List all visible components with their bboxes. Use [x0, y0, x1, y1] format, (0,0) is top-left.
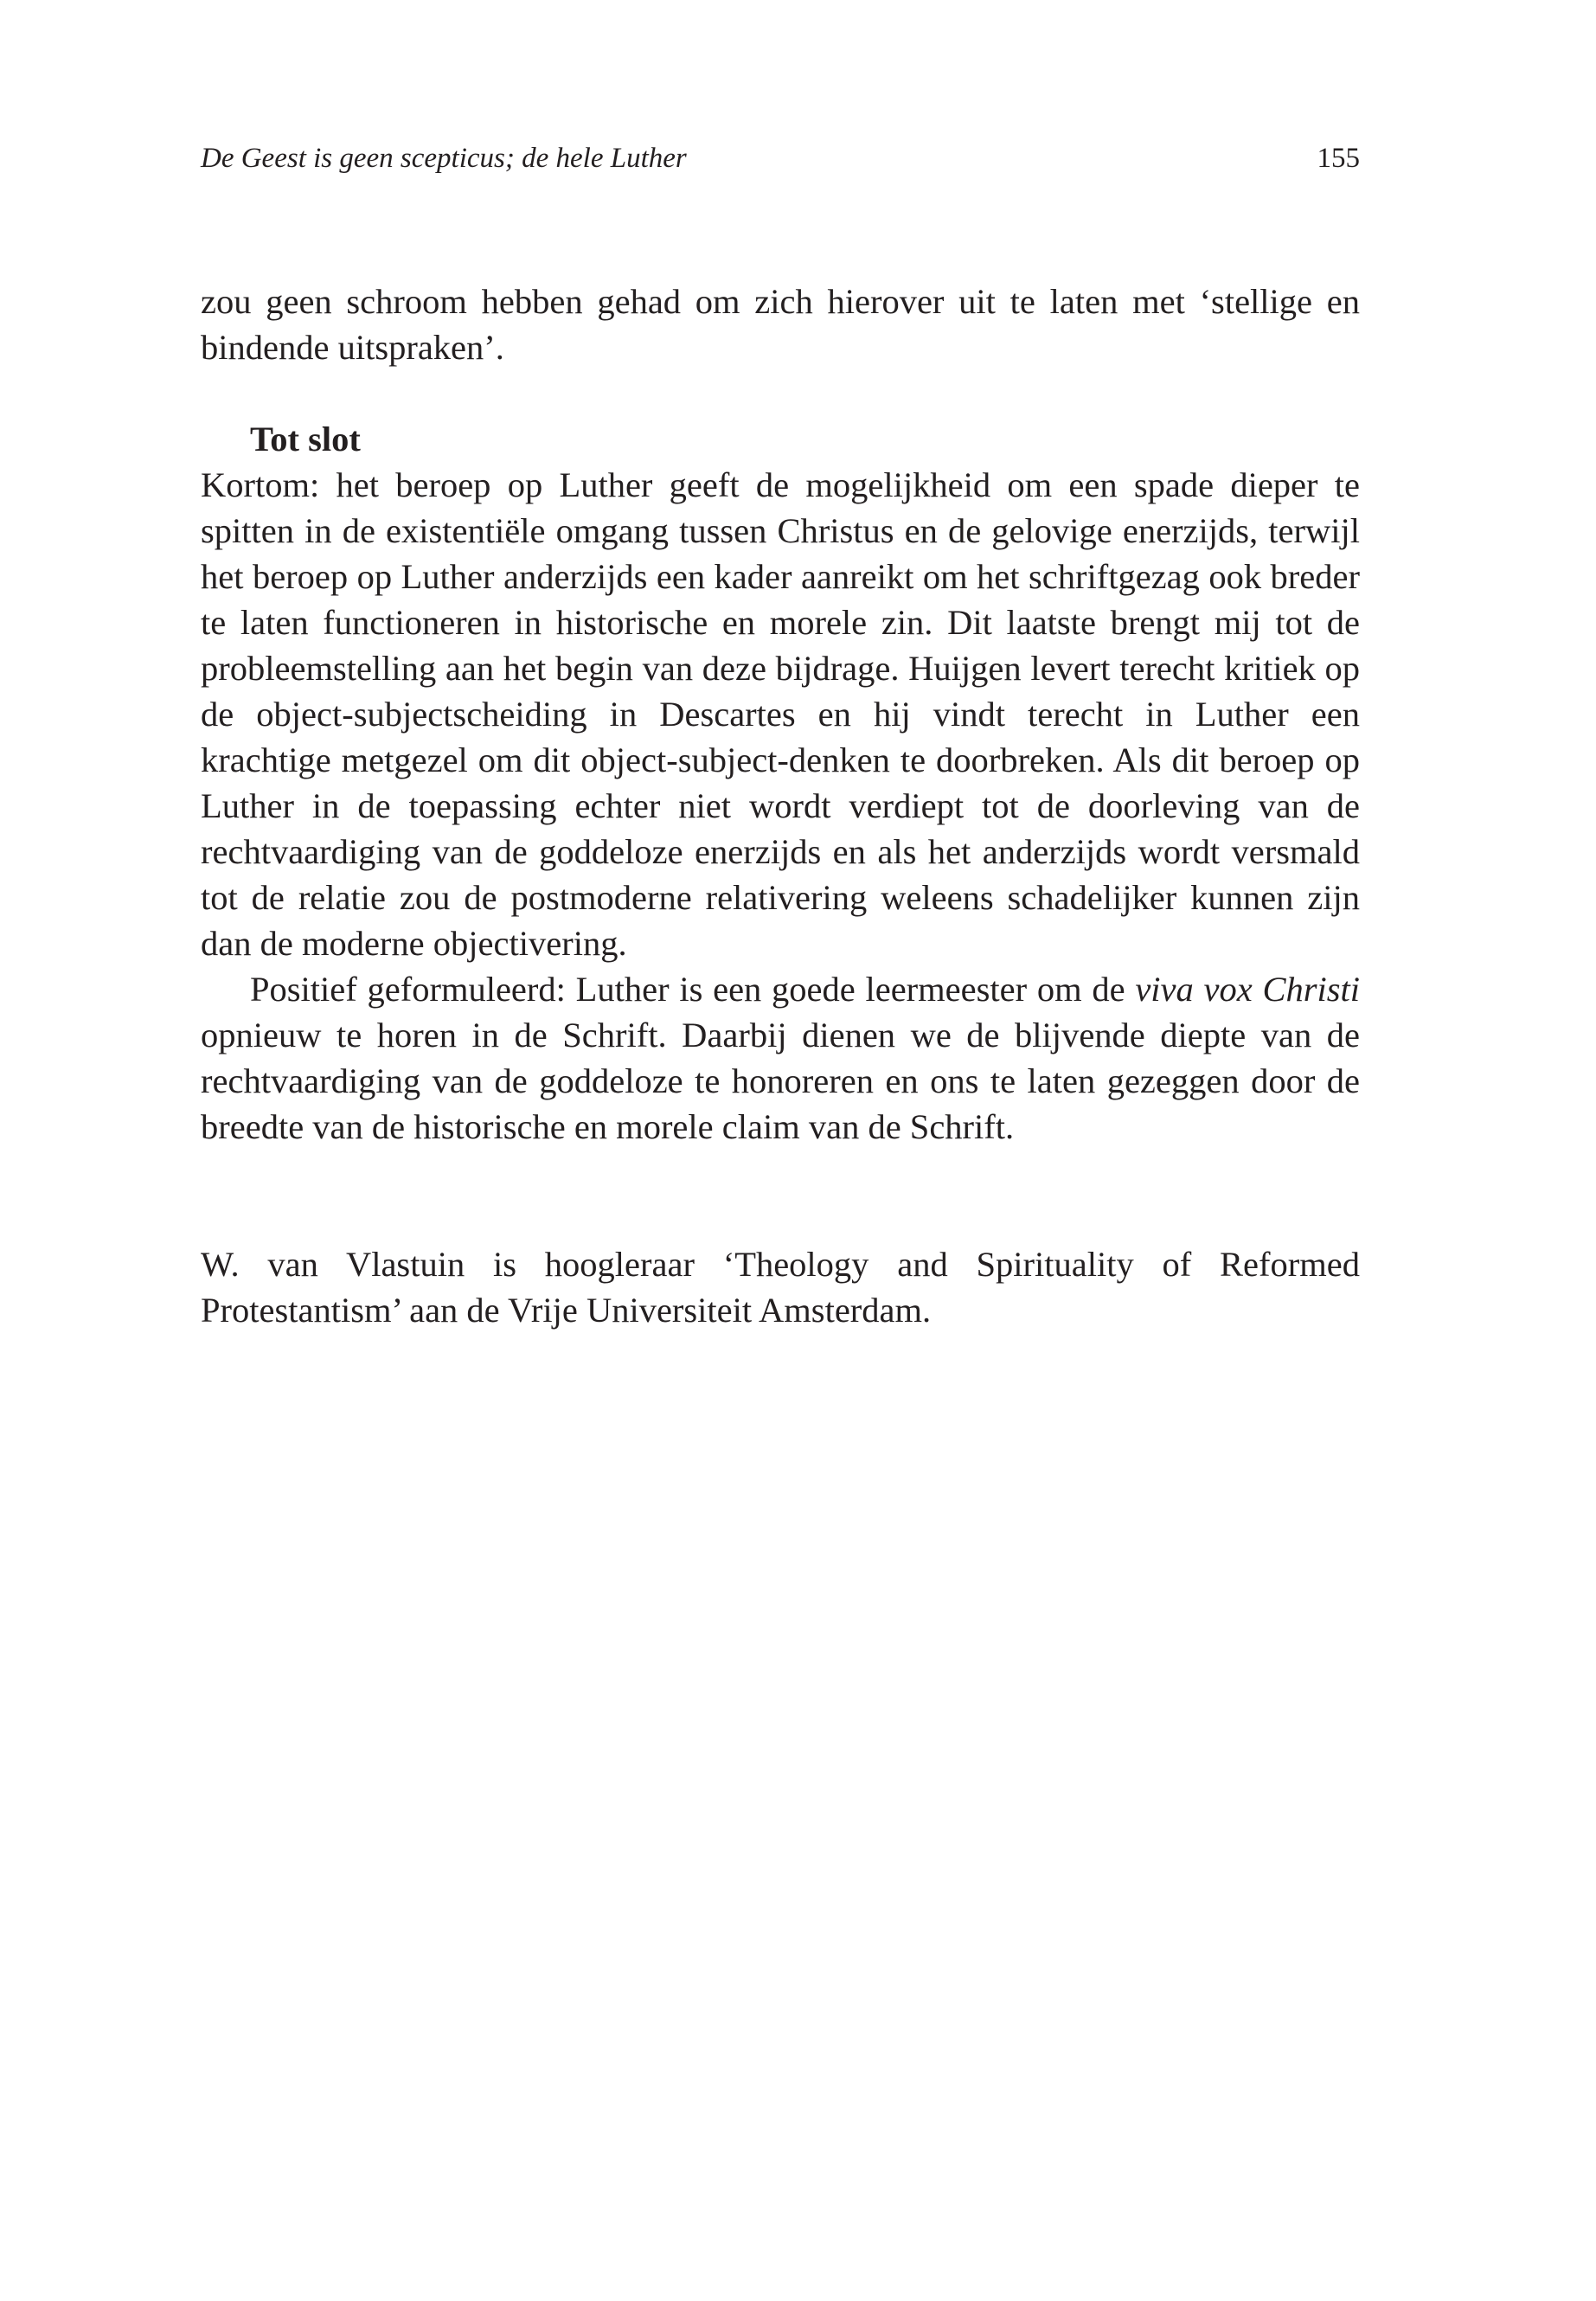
main-text: [201, 279, 1360, 1333]
paragraph-2: [201, 966, 1360, 1150]
paragraph-1: Kortom: het beroep op Luther geeft de mogelijkheid om een spade dieper te spitten in de existentiële omgang tussen Christus en de gelovige enerzijds, terwijl het beroep op Luther anderzijds een kader aanreikt om het schriftgezag ook breder te laten functioneren in historische en morele zin. Dit laatste brengt mij tot de probleemstelling aan het begin van deze bijdrage. Huijgen levert terecht kritiek op de object-subjectscheiding in Descartes en hij vindt terecht in Luther een krachtige metgezel om dit object-subject-denken te doorbreken. Als dit beroep op Luther in de toepassing echter niet wordt verdiept tot de doorleving van de rechtvaardiging van de goddeloze enerzijds en als het anderzijds wordt versmald tot de relatie zou de postmoderne relativering weleens schadelijker kunnen zijn dan de moderne objectivering.: [201, 465, 1360, 963]
paragraph-2-italic-phrase: viva vox Christi: [1135, 970, 1360, 1009]
section-heading: Tot slot: [250, 420, 361, 458]
running-title: De Geest is geen scepticus; de hele Luther: [201, 143, 687, 174]
paragraph-2-text-start: Positief geformuleerd: Luther is een goede leermeester om de: [250, 970, 1136, 1009]
page-number: 155: [1317, 143, 1360, 174]
running-header: [201, 137, 1360, 180]
paragraph-2-text-end: opnieuw te horen in de Schrift. Daarbij dienen we de blijvende diepte van de rechtvaardiging van de goddeloze te honoreren en ons te laten gezeggen door de breedte van de historische en morele claim van de Schrift.: [201, 1016, 1360, 1146]
author-bio: W. van Vlastuin is hoogleraar ‘Theology and Spirituality of Reformed Protestantism’ aan de Vrije Universiteit Amsterdam.: [201, 1245, 1360, 1330]
continuation-paragraph: zou geen schroom hebben gehad om zich hierover uit te laten met ‘stellige en bindende uitspraken’.: [201, 282, 1360, 367]
